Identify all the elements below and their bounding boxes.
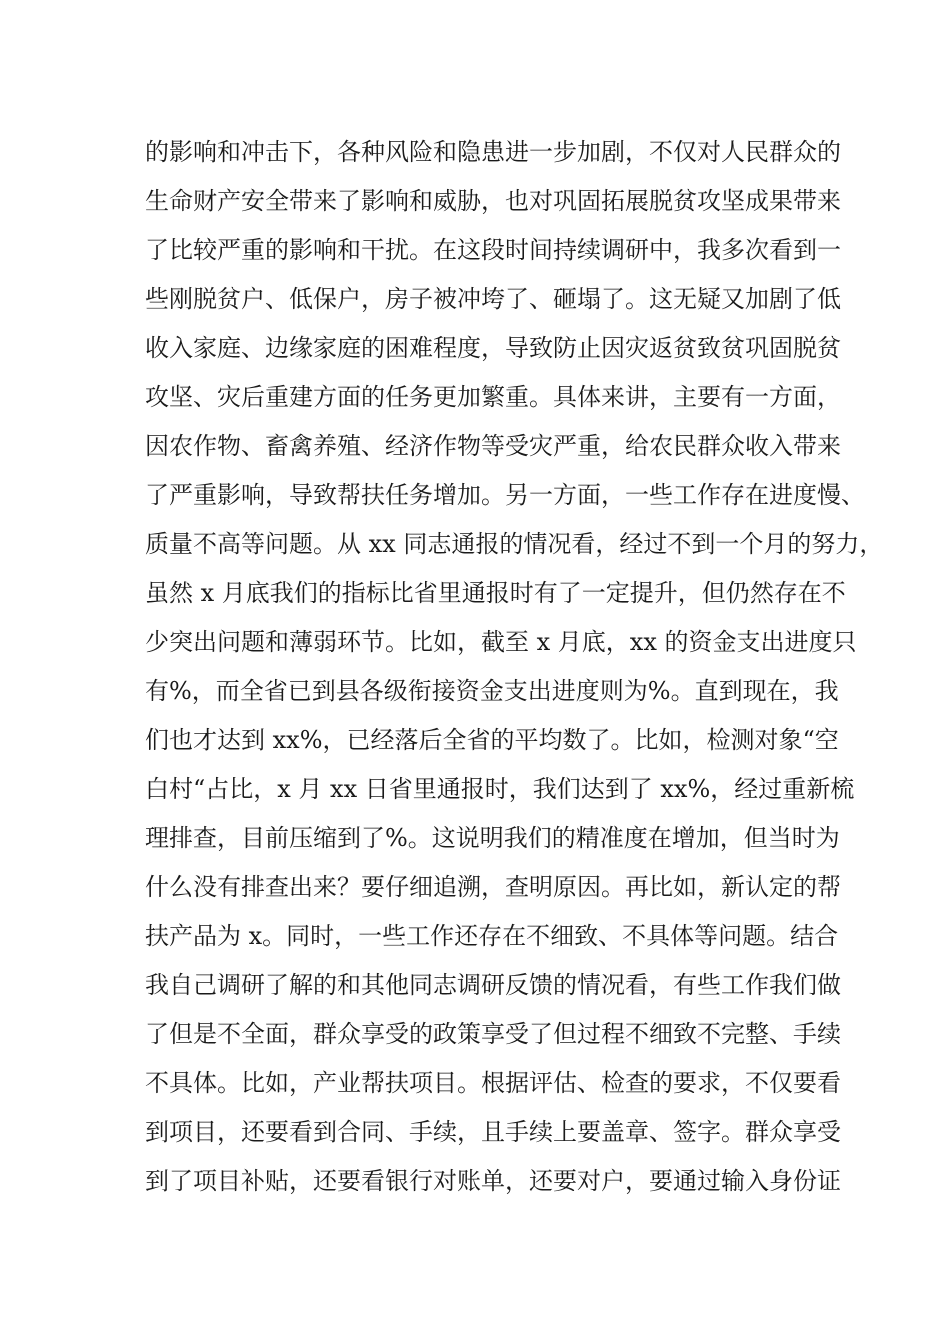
body-text bbox=[145, 132, 884, 1210]
text-line: 收入家庭、边缘家庭的困难程度，导致防止因灾返贫致贫巩固脱贫 bbox=[145, 334, 841, 362]
text-line: 的影响和冲击下，各种风险和隐患进一步加剧，不仅对人民群众的 bbox=[145, 138, 841, 166]
text-line: 有%，而全省已到县各级衔接资金支出进度则为%。直到现在，我 bbox=[145, 677, 839, 705]
text-line: 质量不高等问题。从 xx 同志通报的情况看，经过不到一个月的努力， bbox=[145, 530, 884, 558]
text-line: 攻坚、灾后重建方面的任务更加繁重。具体来讲，主要有一方面， bbox=[145, 383, 841, 411]
text-line: 少突出问题和薄弱环节。比如，截至 x 月底，xx 的资金支出进度只 bbox=[145, 628, 857, 656]
text-line: 们也才达到 xx%，已经落后全省的平均数了。比如，检测对象“空 bbox=[145, 726, 839, 754]
text-line: 我自己调研了解的和其他同志调研反馈的情况看，有些工作我们做 bbox=[145, 971, 841, 999]
text-line: 了严重影响，导致帮扶任务增加。另一方面，一些工作存在进度慢、 bbox=[145, 481, 865, 509]
text-line: 什么没有排查出来？要仔细追溯，查明原因。再比如，新认定的帮 bbox=[145, 873, 841, 901]
text-line: 虽然 x 月底我们的指标比省里通报时有了一定提升，但仍然存在不 bbox=[145, 579, 846, 607]
text-line: 到了项目补贴，还要看银行对账单，还要对户，要通过输入身份证 bbox=[145, 1167, 841, 1195]
text-line: 理排查，目前压缩到了%。这说明我们的精准度在增加，但当时为 bbox=[145, 824, 840, 852]
text-line: 些刚脱贫户、低保户，房子被冲垮了、砸塌了。这无疑又加剧了低 bbox=[145, 285, 841, 313]
text-line: 了但是不全面，群众享受的政策享受了但过程不细致不完整、手续 bbox=[145, 1020, 841, 1048]
text-line: 因农作物、畜禽养殖、经济作物等受灾严重，给农民群众收入带来 bbox=[145, 432, 841, 460]
text-line: 了比较严重的影响和干扰。在这段时间持续调研中，我多次看到一 bbox=[145, 236, 841, 264]
text-line: 扶产品为 x。同时，一些工作还存在不细致、不具体等问题。结合 bbox=[145, 922, 839, 950]
text-line: 生命财产安全带来了影响和威胁，也对巩固拓展脱贫攻坚成果带来 bbox=[145, 187, 841, 215]
text-line: 不具体。比如，产业帮扶项目。根据评估、检查的要求，不仅要看 bbox=[145, 1069, 841, 1097]
text-line: 白村“占比，x 月 xx 日省里通报时，我们达到了 xx%，经过重新梳 bbox=[145, 775, 855, 803]
text-line: 到项目，还要看到合同、手续，且手续上要盖章、签字。群众享受 bbox=[145, 1118, 841, 1146]
